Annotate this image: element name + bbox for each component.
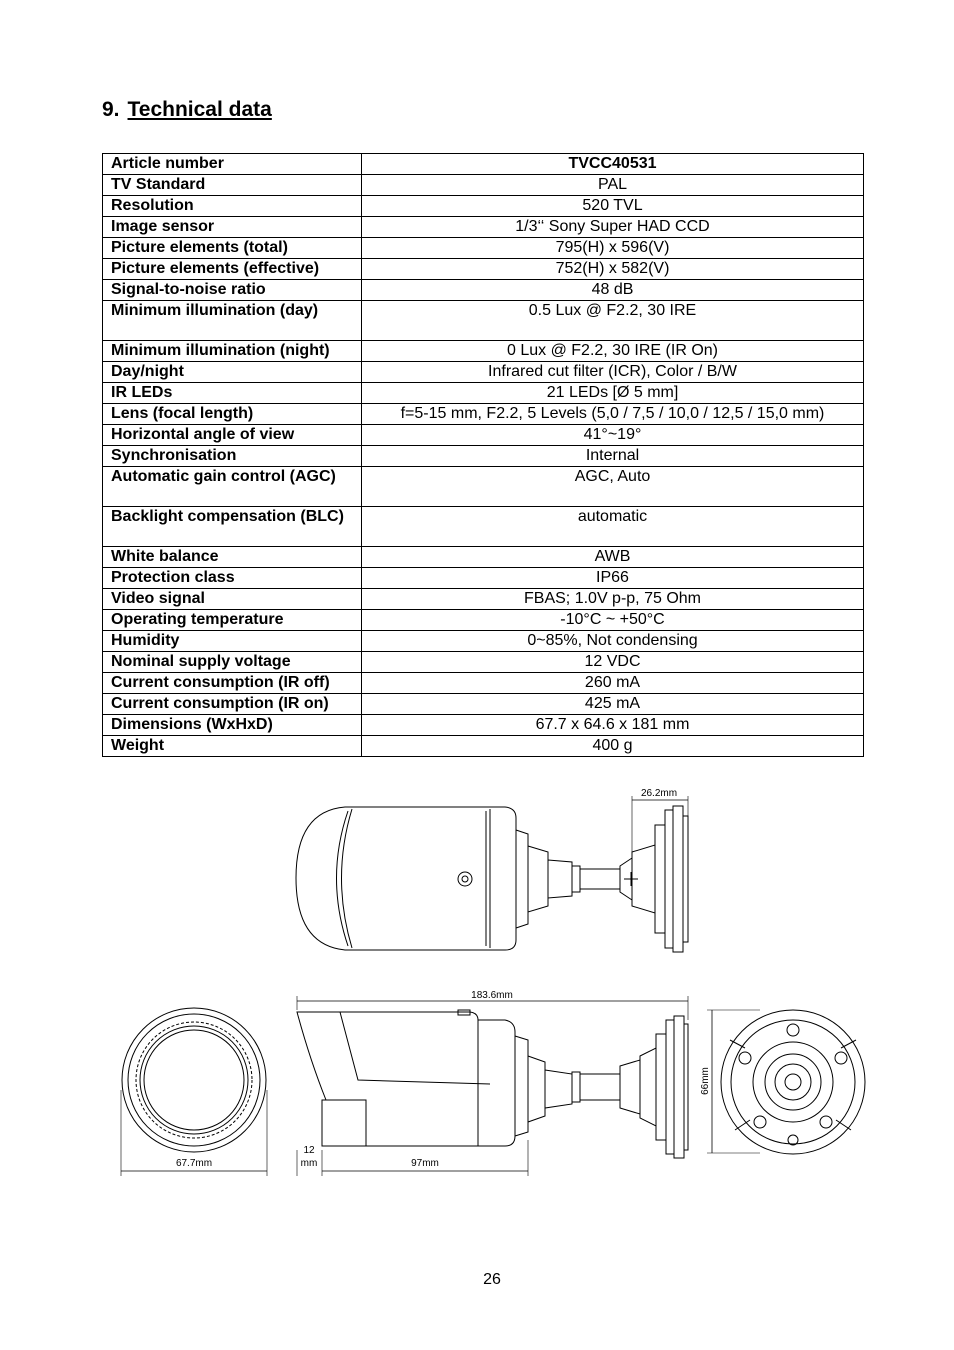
spec-value: 41°~19° [362,425,864,446]
section-title: Technical data [127,98,272,121]
spec-label: Current consumption (IR off) [103,673,362,694]
spec-value: 48 dB [362,280,864,301]
dim-sunshield-value: 12 [303,1145,315,1156]
spec-label: Backlight compensation (BLC) [103,507,362,547]
spec-value: 795(H) x 596(V) [362,238,864,259]
dim-front-width-label: 67.7mm [175,1158,213,1169]
overall-length-dimension [297,990,688,1020]
spec-value: 752(H) x 582(V) [362,259,864,280]
camera-front-view [121,1008,267,1176]
spec-value: IP66 [362,568,864,589]
spec-value: PAL [362,175,864,196]
dim-overall-length-label: 183.6mm [471,990,513,1001]
spec-label: Operating temperature [103,610,362,631]
spec-value: 425 mA [362,694,864,715]
spec-label: TV Standard [103,175,362,196]
spec-value: f=5-15 mm, F2.2, 5 Levels (5,0 / 7,5 / 10,0 / 12,5 / 15,0 mm) [362,404,864,425]
spec-value: automatic [362,507,864,547]
spec-value: FBAS; 1.0V p-p, 75 Ohm [362,589,864,610]
camera-side-view-top [296,788,688,952]
spec-value: TVCC40531 [362,154,864,175]
section-number: 9. [102,98,120,121]
spec-label: Synchronisation [103,446,362,467]
spec-label: Horizontal angle of view [103,425,362,446]
spec-value: AGC, Auto [362,467,864,507]
spec-value: -10°C ~ +50°C [362,610,864,631]
spec-value: 0~85%, Not condensing [362,631,864,652]
spec-value: AWB [362,547,864,568]
spec-label: Image sensor [103,217,362,238]
spec-value: 67.7 x 64.6 x 181 mm [362,715,864,736]
spec-value: 0 Lux @ F2.2, 30 IRE (IR On) [362,341,864,362]
spec-value: 0.5 Lux @ F2.2, 30 IRE [362,301,864,341]
spec-value: 1/3‘‘ Sony Super HAD CCD [362,217,864,238]
spec-value: Internal [362,446,864,467]
spec-label: Minimum illumination (night) [103,341,362,362]
spec-value: 520 TVL [362,196,864,217]
dim-base-height-label: 66mm [700,1067,711,1095]
spec-label: IR LEDs [103,383,362,404]
spec-label: Dimensions (WxHxD) [103,715,362,736]
camera-side-view-bottom [297,1010,688,1176]
spec-label: Current consumption (IR on) [103,694,362,715]
dim-body-length-label: 97mm [411,1158,439,1169]
spec-label: Protection class [103,568,362,589]
spec-label: Picture elements (total) [103,238,362,259]
dim-mount-depth-label: 26.2mm [640,788,678,799]
page-number: 26 [483,1271,501,1288]
spec-value: Infrared cut filter (ICR), Color / B/W [362,362,864,383]
spec-label: Resolution [103,196,362,217]
spec-label: Article number [103,154,362,175]
spec-value: 21 LEDs [Ø 5 mm] [362,383,864,404]
spec-label: White balance [103,547,362,568]
dim-sunshield-unit: mm [300,1158,318,1169]
spec-label: Automatic gain control (AGC) [103,467,362,507]
camera-base-view [700,1010,865,1154]
spec-label: Nominal supply voltage [103,652,362,673]
spec-value: 260 mA [362,673,864,694]
spec-label: Signal-to-noise ratio [103,280,362,301]
spec-label: Day/night [103,362,362,383]
spec-label: Picture elements (effective) [103,259,362,280]
spec-label: Minimum illumination (day) [103,301,362,341]
spec-label: Video signal [103,589,362,610]
spec-label: Weight [103,736,362,757]
spec-label: Lens (focal length) [103,404,362,425]
spec-label: Humidity [103,631,362,652]
spec-value: 400 g [362,736,864,757]
spec-value: 12 VDC [362,652,864,673]
